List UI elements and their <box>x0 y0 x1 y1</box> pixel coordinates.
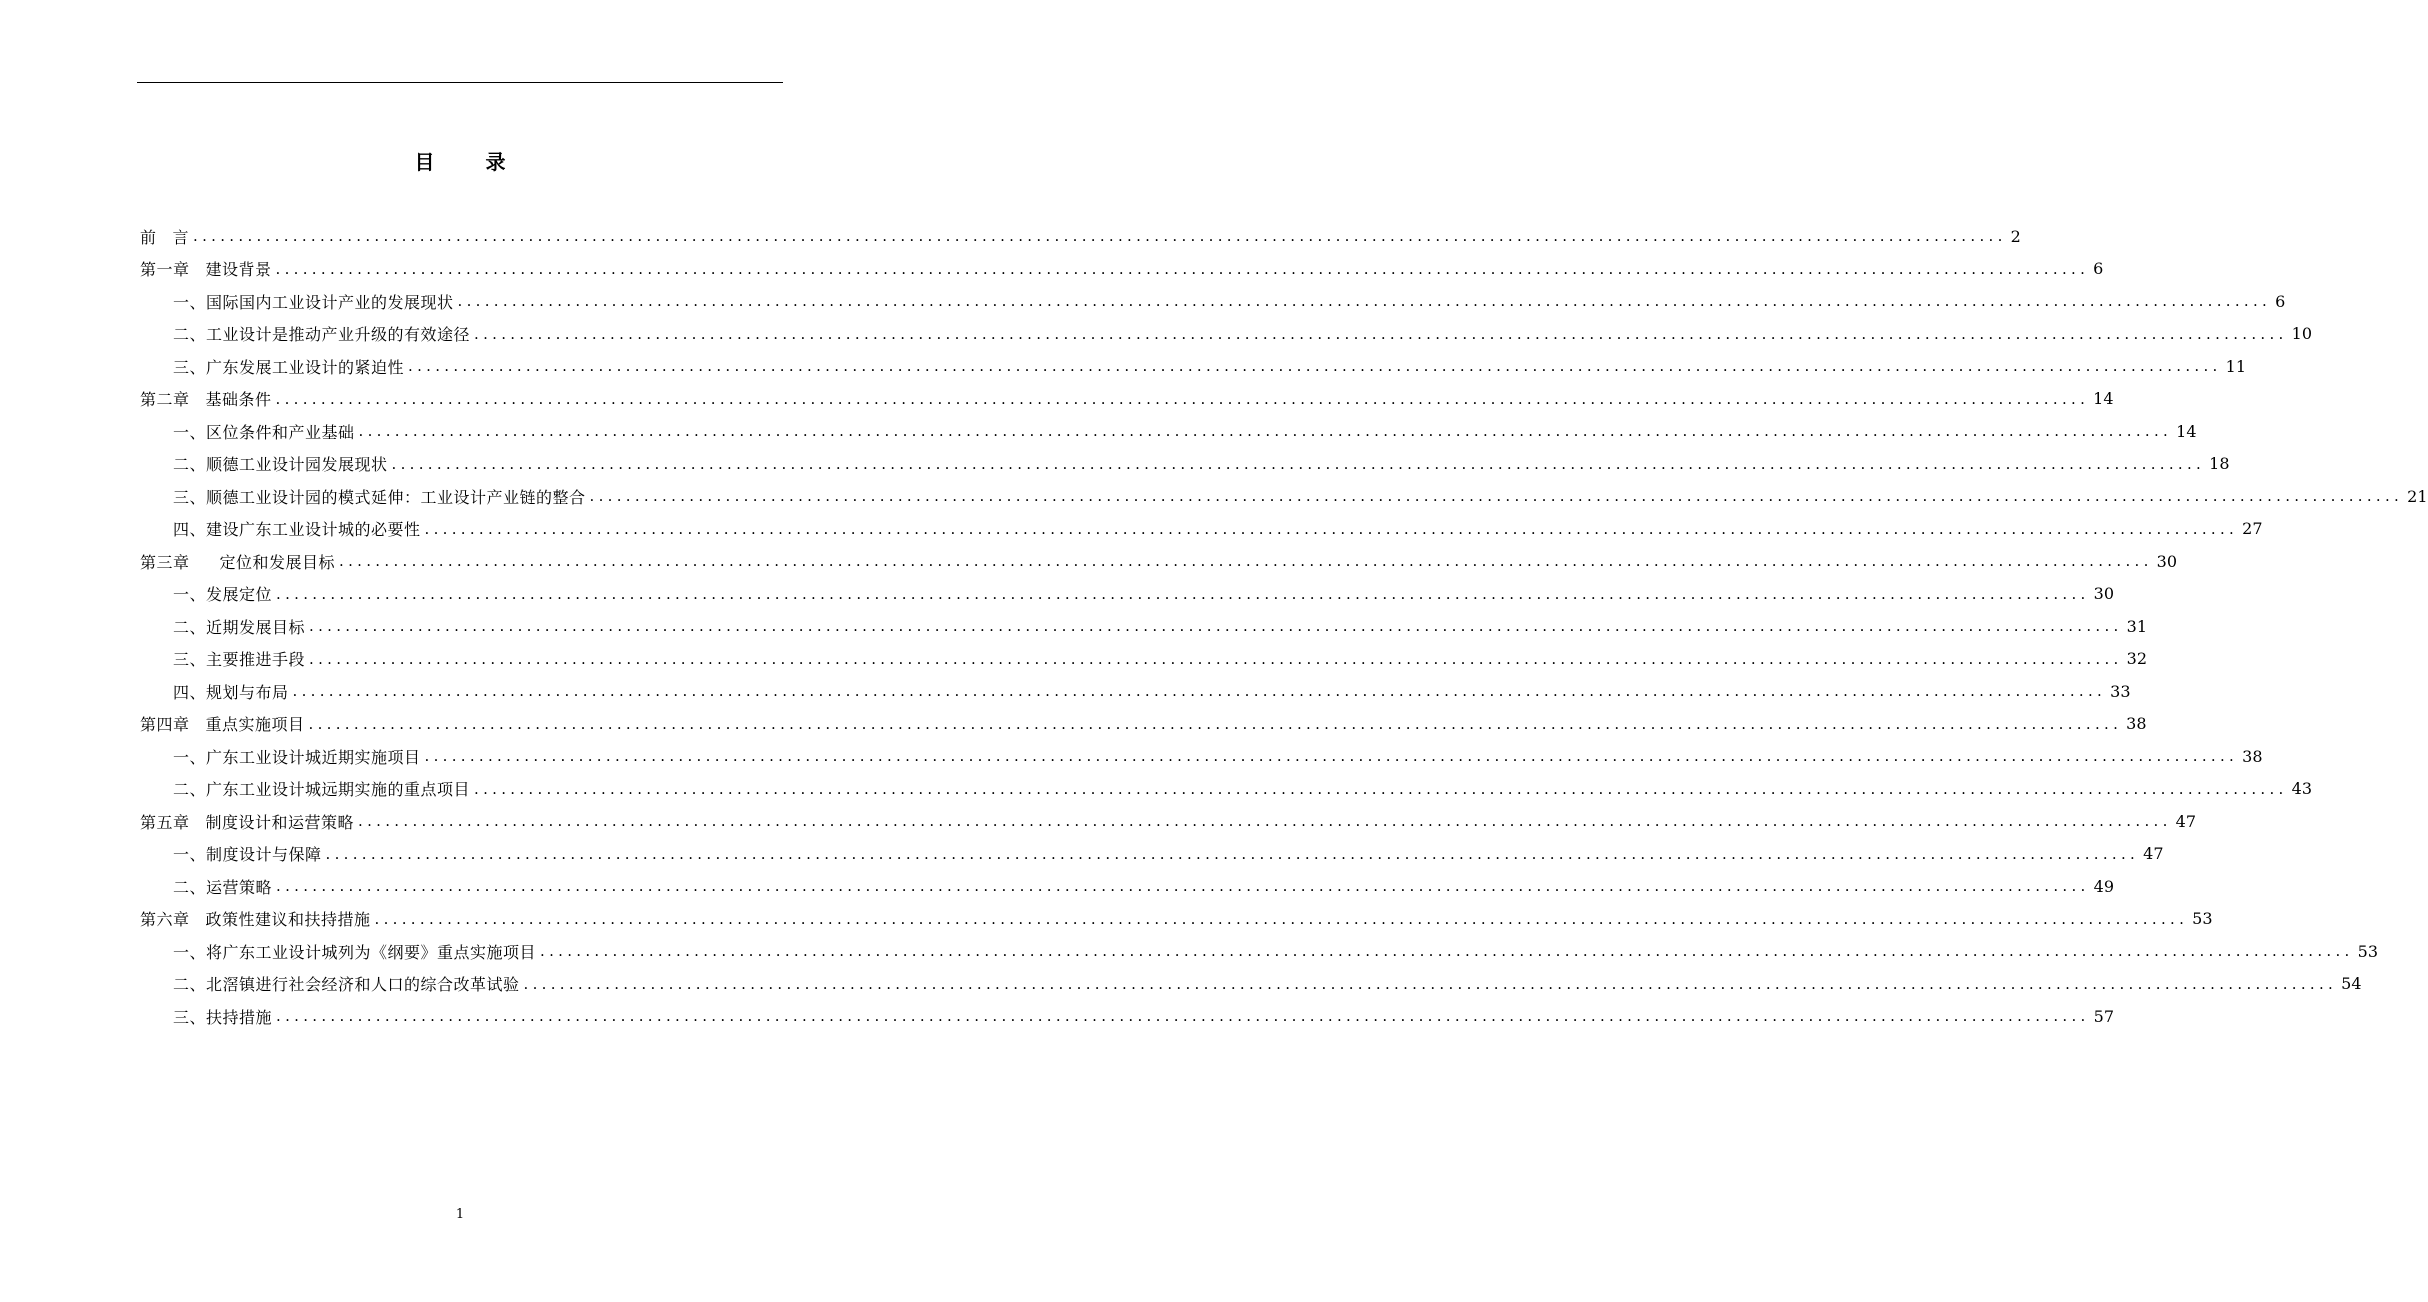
toc-entry-page: 53 <box>2192 909 2213 929</box>
dot-leader: ........................................................................................................................................................................................................ <box>408 357 2222 376</box>
dot-leader: ........................................................................................................................................................................................................ <box>589 487 2404 506</box>
dot-leader: ........................................................................................................................................................................................................ <box>358 422 2173 441</box>
toc-section-entry[interactable] <box>140 870 2114 903</box>
dot-leader: ........................................................................................................................................................................................................ <box>424 747 2239 766</box>
toc-entry-page: 21 <box>2407 486 2428 506</box>
toc-entry-page: 2 <box>2010 226 2021 246</box>
toc-entry-page: 32 <box>2126 649 2147 669</box>
toc-chapter-entry[interactable] <box>140 903 2213 936</box>
dot-leader: ........................................................................................................................................................................................................ <box>358 812 2172 831</box>
toc-entry-page: 10 <box>2291 324 2312 344</box>
toc-entry-text: 一、广东工业设计城近期实施项目 <box>173 747 421 767</box>
dot-leader: ........................................................................................................................................................................................................ <box>540 942 2354 961</box>
toc-section-entry[interactable] <box>140 578 2114 611</box>
toc-entry-text: 三、扶持措施 <box>173 1007 273 1027</box>
toc-entry-page: 38 <box>2126 714 2147 734</box>
toc-entry-label <box>173 972 520 995</box>
toc-entry-text: 一、将广东工业设计城列为《纲要》重点实施项目 <box>173 942 537 962</box>
toc-entry-label <box>173 875 272 898</box>
toc-entry-page: 30 <box>2093 584 2114 604</box>
toc-entry-label <box>173 582 272 605</box>
toc-entry-text: 二、顺德工业设计园发展现状 <box>173 455 388 475</box>
dot-leader: ........................................................................................................................................................................................................ <box>292 682 2107 701</box>
toc-entry-text: 制度设计和运营策略 <box>205 812 355 832</box>
toc-chapter-entry[interactable] <box>140 383 2114 416</box>
dot-leader: ........................................................................................................................................................................................................ <box>374 909 2189 928</box>
toc-section-entry[interactable] <box>140 643 2147 676</box>
toc-section-entry[interactable] <box>140 480 2428 513</box>
dot-leader: ........................................................................................................................................................................................................ <box>325 844 2140 863</box>
toc-chapter-entry[interactable] <box>140 805 2197 838</box>
dot-leader: ........................................................................................................................................................................................................ <box>308 714 2123 733</box>
dot-leader: ........................................................................................................................................................................................................ <box>474 779 2288 798</box>
toc-entry-label <box>173 355 404 378</box>
dot-leader: ........................................................................................................................................................................................................ <box>339 552 2153 571</box>
toc-entry-label <box>140 550 335 573</box>
toc-entry-page: 27 <box>2242 519 2263 539</box>
toc-entry-page: 47 <box>2143 844 2164 864</box>
toc-section-entry[interactable] <box>140 838 2164 871</box>
toc-section-entry[interactable] <box>140 675 2131 708</box>
toc-section-entry[interactable] <box>140 318 2312 351</box>
toc-entry-text: 四、规划与布局 <box>173 682 289 702</box>
dot-leader: ........................................................................................................................................................................................................ <box>424 519 2239 538</box>
toc-entry-page: 49 <box>2093 876 2114 896</box>
toc-section-entry[interactable] <box>140 415 2197 448</box>
toc-entry-page: 11 <box>2225 356 2246 376</box>
toc-entry-page: 43 <box>2291 779 2312 799</box>
toc-entry-text: 建设背景 <box>205 260 272 280</box>
dot-leader: ........................................................................................................................................................................................................ <box>309 617 2123 636</box>
toc-entry-label <box>173 452 388 475</box>
dot-leader: ........................................................................................................................................................................................................ <box>309 649 2123 668</box>
toc-entry-label <box>140 257 272 280</box>
toc-entry-text: 二、北滘镇进行社会经济和人口的综合改革试验 <box>173 975 520 995</box>
table-of-contents <box>140 220 2428 1033</box>
toc-section-entry[interactable] <box>140 513 2263 546</box>
dot-leader: ........................................................................................................................................................................................................ <box>457 292 2272 311</box>
toc-entry-label <box>173 485 586 508</box>
dot-leader: ........................................................................................................................................................................................................ <box>474 324 2288 343</box>
toc-entry-page: 31 <box>2126 616 2147 636</box>
toc-entry-text: 三、广东发展工业设计的紧迫性 <box>173 357 405 377</box>
toc-entry-label <box>173 647 305 670</box>
toc-section-entry[interactable] <box>140 350 2246 383</box>
toc-entry-page: 47 <box>2175 811 2197 831</box>
toc-entry-prefix: 第一章 <box>140 260 190 280</box>
toc-section-entry[interactable] <box>140 448 2230 481</box>
toc-entry-page: 14 <box>2176 421 2197 441</box>
toc-section-entry[interactable] <box>140 968 2362 1001</box>
dot-leader: ........................................................................................................................................................................................................ <box>276 877 2090 896</box>
toc-entry-text: 政策性建议和扶持措施 <box>205 910 371 930</box>
toc-entry-label <box>140 387 272 410</box>
toc-entry-text: 一、国际国内工业设计产业的发展现状 <box>173 292 454 312</box>
toc-entry-text: 重点实施项目 <box>205 715 305 735</box>
page-title: 目 录 <box>414 150 528 174</box>
toc-entry-page: 53 <box>2357 941 2378 961</box>
dot-leader: ........................................................................................................................................................................................................ <box>275 389 2090 408</box>
dot-leader: ........................................................................................................................................................................................................ <box>275 259 2090 278</box>
dot-leader: ........................................................................................................................................................................................................ <box>193 227 2007 246</box>
toc-entry-label <box>173 615 305 638</box>
toc-chapter-entry[interactable] <box>140 220 2021 253</box>
dot-leader: ........................................................................................................................................................................................................ <box>276 1007 2090 1026</box>
toc-entry-prefix: 第四章 <box>140 715 190 735</box>
page-number: 1 <box>455 1207 465 1222</box>
toc-entry-text: 基础条件 <box>205 390 272 410</box>
toc-chapter-entry[interactable] <box>140 253 2104 286</box>
toc-entry-text: 一、区位条件和产业基础 <box>173 422 355 442</box>
toc-section-entry[interactable] <box>140 1000 2114 1033</box>
toc-entry-text: 三、主要推进手段 <box>173 650 306 670</box>
toc-entry-text: 四、建设广东工业设计城的必要性 <box>173 520 421 540</box>
toc-entry-label <box>173 517 421 540</box>
toc-section-entry[interactable] <box>140 773 2312 806</box>
toc-entry-label <box>140 810 354 833</box>
toc-entry-prefix: 第五章 <box>140 812 190 832</box>
toc-entry-label <box>173 777 470 800</box>
toc-entry-text: 二、近期发展目标 <box>173 617 306 637</box>
toc-entry-text: 三、顺德工业设计园的模式延伸：工业设计产业链的整合 <box>173 487 586 507</box>
toc-entry-page: 33 <box>2110 681 2131 701</box>
toc-entry-label <box>140 712 305 735</box>
dot-leader: ........................................................................................................................................................................................................ <box>391 454 2206 473</box>
toc-entry-text: 定位和发展目标 <box>219 552 336 572</box>
toc-entry-label <box>173 842 322 865</box>
toc-section-entry[interactable] <box>140 935 2378 968</box>
header-rule <box>137 82 783 83</box>
toc-section-entry[interactable] <box>140 610 2147 643</box>
toc-entry-page: 57 <box>2093 1006 2114 1026</box>
toc-entry-page: 6 <box>2275 291 2286 311</box>
toc-entry-page: 30 <box>2156 551 2178 571</box>
toc-entry-label <box>173 420 355 443</box>
toc-entry-page: 6 <box>2093 259 2104 279</box>
toc-entry-page: 18 <box>2209 454 2230 474</box>
toc-entry-label <box>173 322 470 345</box>
toc-entry-label <box>173 1005 272 1028</box>
toc-entry-label <box>173 290 454 313</box>
toc-chapter-entry[interactable] <box>140 545 2178 578</box>
toc-entry-label <box>173 680 289 703</box>
toc-section-entry[interactable] <box>140 285 2286 318</box>
dot-leader: ........................................................................................................................................................................................................ <box>523 974 2338 993</box>
toc-section-entry[interactable] <box>140 740 2263 773</box>
toc-chapter-entry[interactable] <box>140 708 2147 741</box>
toc-entry-page: 38 <box>2242 746 2263 766</box>
toc-entry-text: 言 <box>172 227 190 247</box>
toc-entry-text: 二、工业设计是推动产业升级的有效途径 <box>173 325 471 345</box>
dot-leader: ........................................................................................................................................................................................................ <box>276 584 2090 603</box>
toc-entry-label <box>173 745 421 768</box>
toc-entry-text: 二、运营策略 <box>173 877 273 897</box>
toc-entry-prefix: 第六章 <box>140 910 190 930</box>
toc-entry-prefix: 第二章 <box>140 390 190 410</box>
toc-entry-label <box>173 940 536 963</box>
toc-entry-prefix: 第三章 <box>140 552 190 572</box>
toc-entry-page: 14 <box>2093 389 2114 409</box>
toc-entry-text: 一、制度设计与保障 <box>173 845 322 865</box>
toc-entry-text: 一、发展定位 <box>173 585 273 605</box>
toc-entry-text: 二、广东工业设计城远期实施的重点项目 <box>173 780 471 800</box>
toc-entry-label <box>140 907 371 930</box>
toc-entry-label <box>140 225 189 248</box>
toc-entry-prefix: 前 <box>140 227 157 247</box>
toc-entry-page: 54 <box>2341 974 2362 994</box>
